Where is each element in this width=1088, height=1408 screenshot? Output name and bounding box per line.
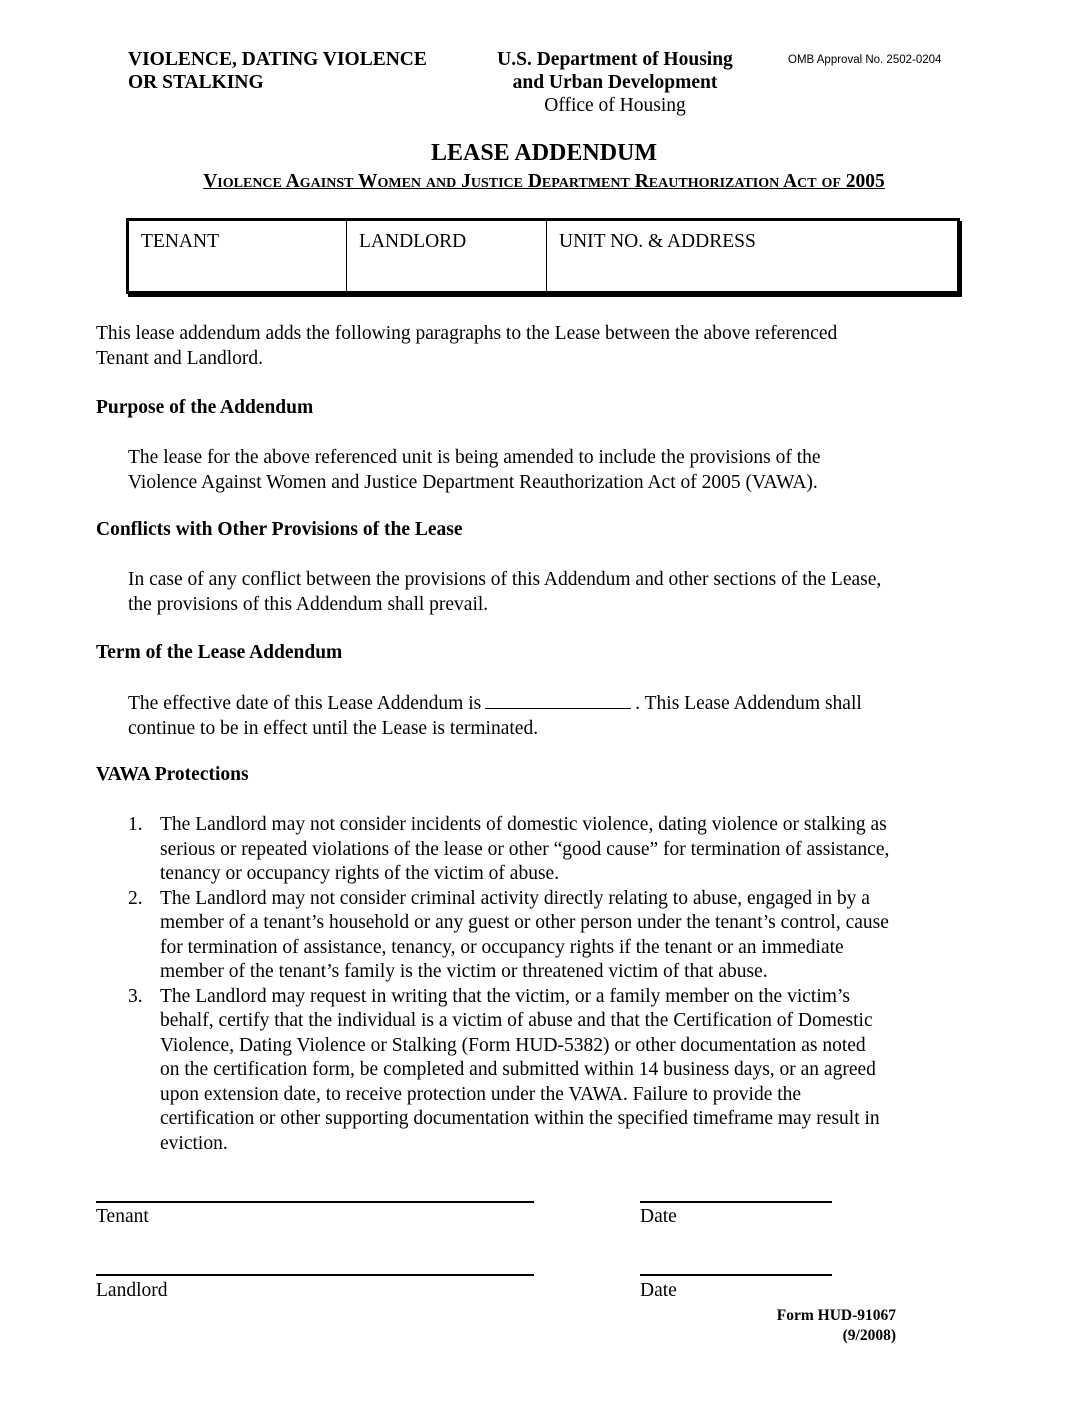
vawa-item xyxy=(128,985,968,1157)
landlord-signature-line[interactable] xyxy=(96,1274,534,1276)
tenant-date-label: Date xyxy=(640,1206,677,1227)
vawa-item-line: The Landlord may not consider criminal activity directly relating to abuse, engaged in by a xyxy=(160,887,870,909)
form-revision-date: (9/2008) xyxy=(842,1327,896,1344)
landlord-date-label: Date xyxy=(640,1280,677,1301)
unit-address-field[interactable] xyxy=(546,221,957,291)
form-category-line2: OR STALKING xyxy=(128,72,264,93)
term-text-after: . This Lease Addendum shall xyxy=(635,693,862,714)
form-category xyxy=(128,48,427,94)
vawa-item-line: certification or other supporting documentation within the specified timeframe may result in xyxy=(160,1108,880,1129)
document-subtitle: Violence Against Women and Justice Department Reauthorization Act of 2005 xyxy=(203,171,885,192)
landlord-signature-label: Landlord xyxy=(96,1280,168,1301)
landlord-field[interactable] xyxy=(346,221,546,291)
purpose-line: Violence Against Women and Justice Department Reauthorization Act of 2005 (VAWA). xyxy=(128,471,818,493)
term-line xyxy=(128,690,968,717)
conflicts-line: the provisions of this Addendum shall prevail. xyxy=(128,593,489,615)
vawa-item-line: serious or repeated violations of the lease or other “good cause” for termination of assistance, xyxy=(160,838,890,860)
term-heading: Term of the Lease Addendum xyxy=(96,642,343,663)
vawa-item xyxy=(128,887,968,985)
unit-address-field-label: UNIT NO. & ADDRESS xyxy=(559,231,756,252)
conflicts-heading: Conflicts with Other Provisions of the Lease xyxy=(96,519,463,540)
vawa-item-line: for termination of assistance, tenancy, or occupancy rights if the tenant or an immediate xyxy=(160,936,844,958)
omb-approval: OMB Approval No. 2502-0204 xyxy=(788,54,942,66)
vawa-item-line: eviction. xyxy=(160,1132,228,1154)
vawa-item-line: The Landlord may not consider incidents of domestic violence, dating violence or stalking as xyxy=(160,814,887,835)
intro-line: Tenant and Landlord. xyxy=(96,347,264,369)
vawa-item-line: The Landlord may request in writing that the victim, or a family member on the victim’s xyxy=(160,985,850,1007)
vawa-item-line: tenancy or occupancy rights of the victim of abuse. xyxy=(160,863,560,884)
effective-date-blank[interactable] xyxy=(485,690,631,709)
vawa-item-line: member of a tenant’s household or any guest or other person under the tenant’s control, cause xyxy=(160,912,889,933)
document-title: LEASE ADDENDUM xyxy=(430,140,658,166)
vawa-item xyxy=(128,813,968,887)
vawa-item-line: Violence, Dating Violence or Stalking (Form HUD-5382) or other documentation as noted xyxy=(160,1034,866,1056)
tenant-signature-line[interactable] xyxy=(96,1201,534,1203)
tenant-date-line[interactable] xyxy=(640,1201,832,1203)
landlord-field-label: LANDLORD xyxy=(359,231,467,252)
vawa-item-number: 1. xyxy=(128,814,143,835)
purpose-paragraph xyxy=(128,446,968,495)
agency-line1: U.S. Department of Housing xyxy=(497,49,733,70)
form-category-line1: VIOLENCE, DATING VIOLENCE xyxy=(128,49,427,70)
purpose-line: The lease for the above referenced unit is being amended to include the provisions of the xyxy=(128,447,821,468)
agency-block xyxy=(480,48,750,117)
parties-table xyxy=(126,218,960,294)
form-id: Form HUD-91067 xyxy=(776,1307,896,1324)
tenant-field[interactable] xyxy=(129,221,346,291)
conflicts-paragraph xyxy=(128,568,968,617)
vawa-heading: VAWA Protections xyxy=(96,764,249,785)
term-paragraph xyxy=(128,690,968,741)
landlord-date-line[interactable] xyxy=(640,1274,832,1276)
vawa-item-line: member of the tenant’s family is the victim or threatened victim of that abuse. xyxy=(160,961,768,982)
term-text-before: The effective date of this Lease Addendum is xyxy=(128,693,482,714)
vawa-item-line: behalf, certify that the individual is a victim of abuse and that the Certification of Domestic xyxy=(160,1010,873,1031)
tenant-signature-label: Tenant xyxy=(96,1206,149,1227)
form-number xyxy=(762,1306,896,1346)
vawa-list xyxy=(128,813,968,1156)
intro-line: This lease addendum adds the following paragraphs to the Lease between the above referenced xyxy=(96,323,838,344)
vawa-item-line: upon extension date, to receive protection under the VAWA. Failure to provide the xyxy=(160,1083,802,1105)
purpose-heading: Purpose of the Addendum xyxy=(96,397,314,418)
conflicts-line: In case of any conflict between the provisions of this Addendum and other sections of the Lease, xyxy=(128,569,882,590)
agency-line2: and Urban Development xyxy=(512,72,718,93)
agency-line3: Office of Housing xyxy=(544,95,686,116)
term-line: continue to be in effect until the Lease is terminated. xyxy=(128,717,539,739)
tenant-field-label: TENANT xyxy=(141,231,219,252)
vawa-item-number: 2. xyxy=(128,887,143,909)
intro-paragraph xyxy=(96,322,966,371)
vawa-item-line: on the certification form, be completed and submitted within 14 business days, or an agreed xyxy=(160,1059,876,1080)
vawa-item-number: 3. xyxy=(128,985,143,1007)
